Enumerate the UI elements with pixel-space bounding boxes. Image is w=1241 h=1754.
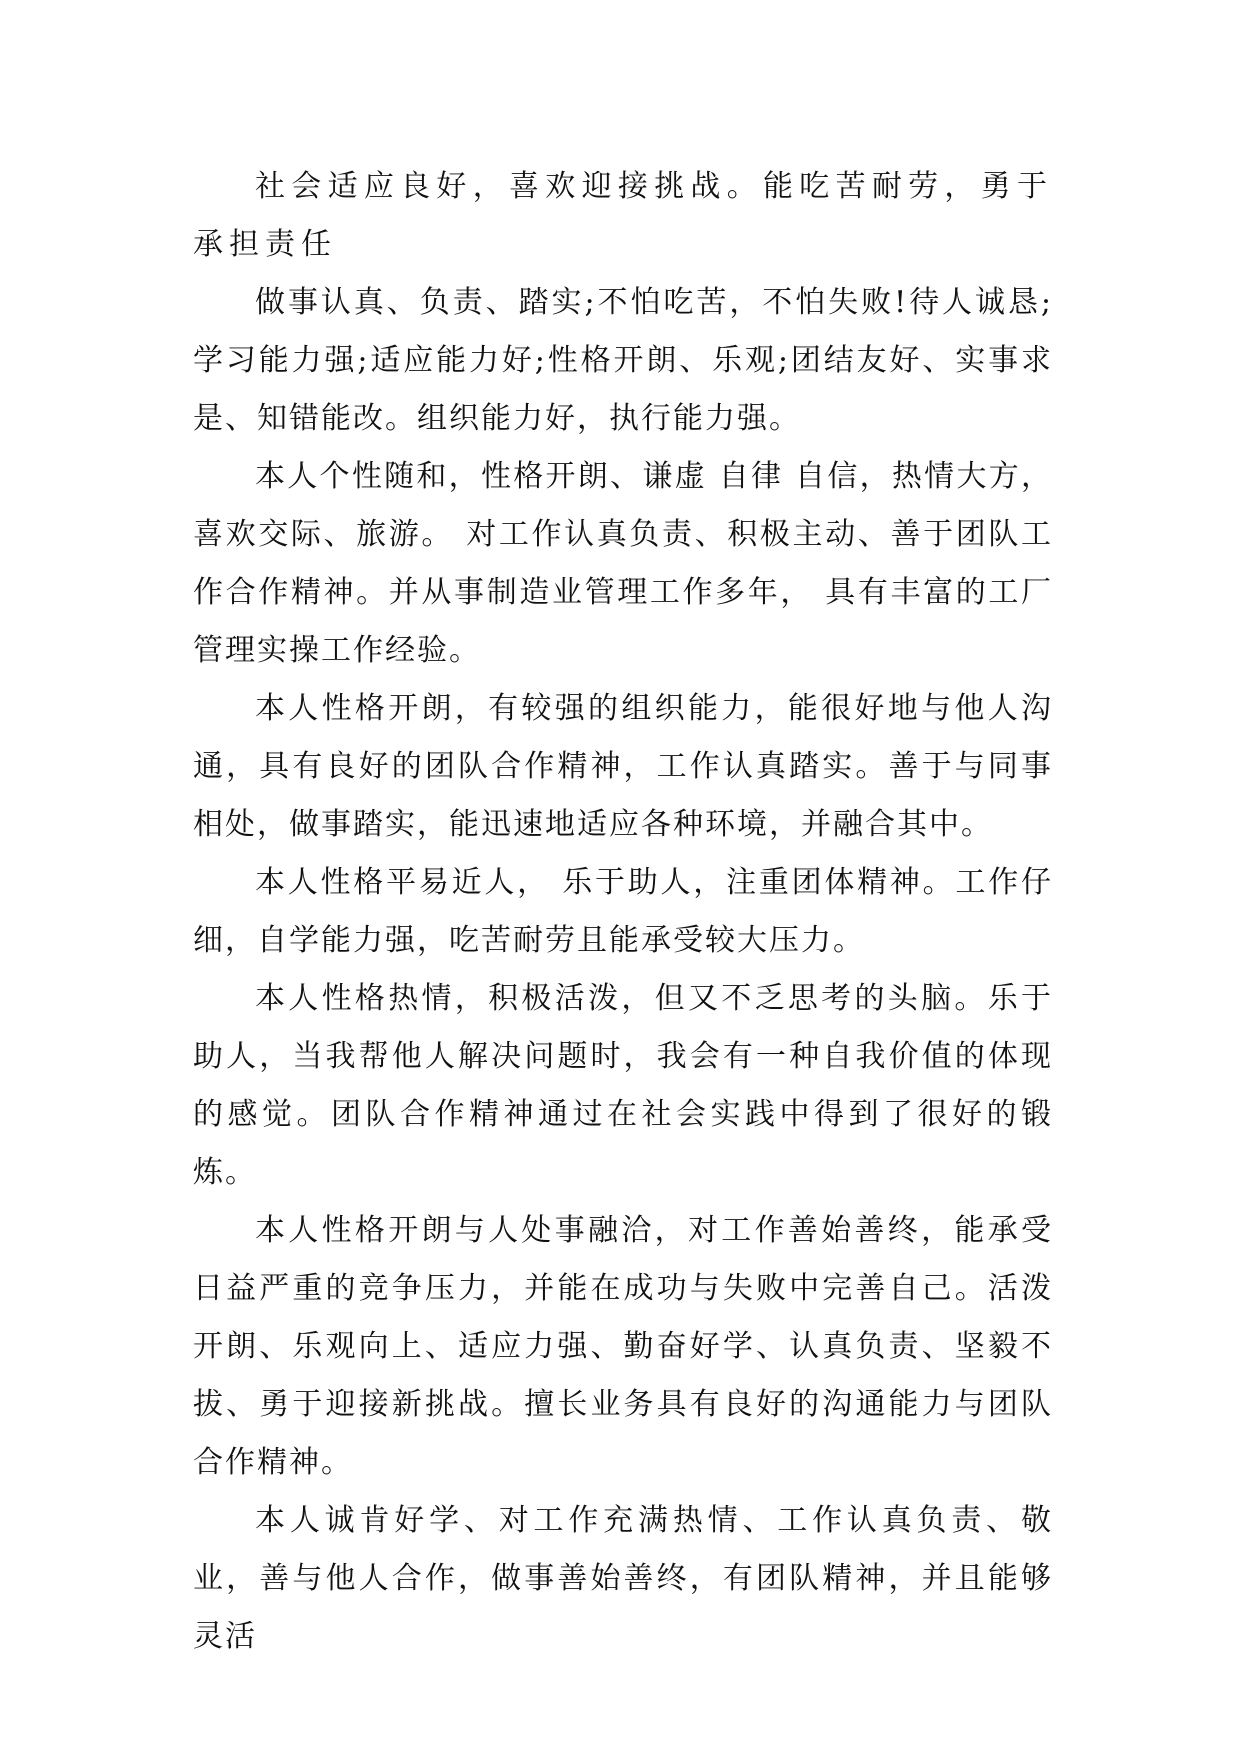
paragraph-6: 本人性格热情，积极活泼，但又不乏思考的头脑。乐于助人，当我帮他人解决问题时，我会有一种自我价值的体现的感觉。团队合作精神通过在社会实践中得到了很好的锻炼。 [193, 981, 1053, 1190]
paragraph-3: 本人个性随和，性格开朗、谦虚 自律 自信，热情大方，喜欢交际、旅游。 对工作认真负责、积极主动、善于团队工作合作精神。并从事制造业管理工作多年， 具有丰富的工厂管理实操工作经验。 [193, 459, 1053, 668]
paragraph-5: 本人性格平易近人， 乐于助人，注重团体精神。工作仔细，自学能力强，吃苦耐劳且能承受较大压力。 [193, 865, 1053, 958]
paragraph-7: 本人性格开朗与人处事融洽，对工作善始善终，能承受日益严重的竞争压力，并能在成功与失败中完善自己。活泼开朗、乐观向上、适应力强、勤奋好学、认真负责、坚毅不拔、勇于迎接新挑战。擅长业务具有良好的沟通能力与团队合作精神。 [193, 1213, 1053, 1480]
paragraph-1: 社会适应良好，喜欢迎接挑战。能吃苦耐劳，勇于承担责任 [193, 169, 1053, 262]
paragraph-4: 本人性格开朗，有较强的组织能力，能很好地与他人沟通，具有良好的团队合作精神，工作认真踏实。善于与同事相处，做事踏实，能迅速地适应各种环境，并融合其中。 [193, 691, 1053, 842]
document-body [193, 158, 1053, 1666]
paragraph-2: 做事认真、负责、踏实;不怕吃苦，不怕失败!待人诚恳;学习能力强;适应能力好;性格开朗、乐观;团结友好、实事求是、知错能改。组织能力好，执行能力强。 [193, 285, 1053, 436]
paragraph-8: 本人诚肯好学、对工作充满热情、工作认真负责、敬业，善与他人合作，做事善始善终，有团队精神，并且能够灵活 [193, 1503, 1053, 1654]
